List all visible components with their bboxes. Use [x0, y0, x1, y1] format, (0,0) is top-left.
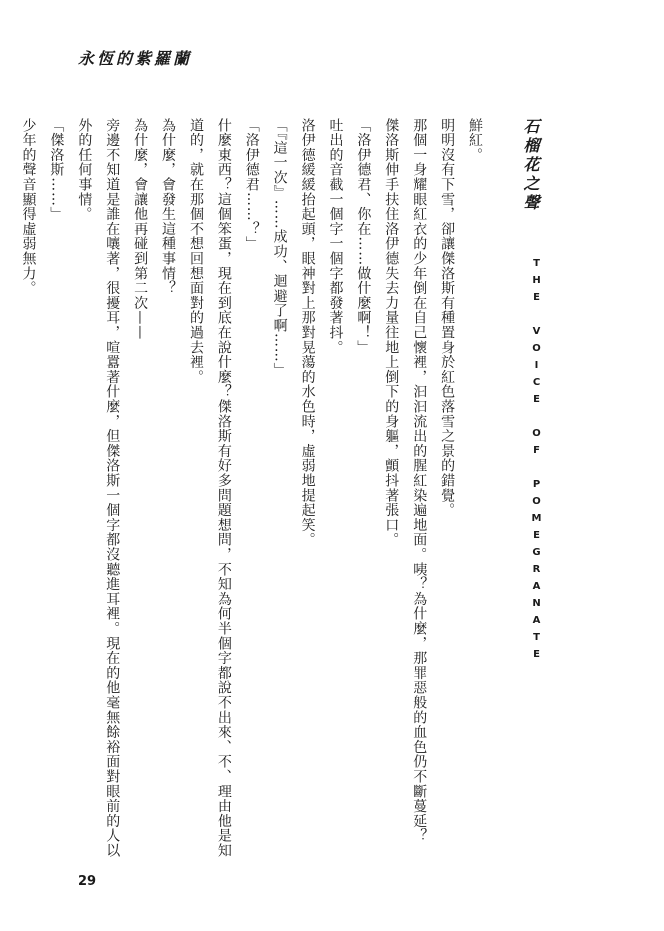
paragraph: 吐出的音截一個字一個字都發著抖。 [327, 118, 344, 355]
paragraph: 為什麼，會讓他再碰到第二次—— [132, 118, 149, 340]
paragraph: 少年的聲音顯得虛弱無力。 [20, 118, 37, 296]
paragraph: 洛伊德緩緩抬起頭，眼神對上那對晃蕩的水色時，虛弱地提起笑。 [299, 118, 316, 548]
paragraph: 「『這一次』……成功、迴避了啊……」 [271, 118, 288, 378]
paragraph: 明明沒有下雪，卻讓傑洛斯有種置身於紅色落雪之景的錯覺。 [439, 118, 456, 518]
body-text [20, 118, 488, 858]
chapter-title: 石榴花之聲 [521, 118, 540, 213]
paragraph: 什麼東西？這個笨蛋，現在到底在說什麼？傑洛斯有好多問題想問，不知為何半個字都說不出來、不、理由他是知道的，就在那個不想回想面對的過去裡。 [187, 118, 232, 858]
paragraph: 「洛伊德君、你在……做什麼啊！」 [355, 118, 372, 355]
chapter-subtitle: THE VOICE OF POMEGRANATE [531, 258, 542, 666]
paragraph: 旁邊不知道是誰在嚷著，很擾耳，喧囂著什麼，但傑洛斯一個字都沒聽進耳裡。現在的他毫無餘裕面對眼前的人以外的任何事情。 [76, 118, 121, 858]
book-title: 永恆的紫羅蘭 [78, 49, 193, 68]
paragraph: 為什麼，會發生這種事情？ [160, 118, 177, 296]
paragraph: 「洛伊德君……？」 [243, 118, 260, 252]
paragraph: 那個一身耀眼紅衣的少年倒在自己懷裡，汩汩流出的腥紅染遍地面。咦？為什麼，那罪惡般的血色仍不斷蔓延？ [411, 118, 428, 844]
page-number: 29 [78, 874, 97, 889]
paragraph: 「傑洛斯……」 [48, 118, 65, 222]
paragraph: 傑洛斯伸手扶住洛伊德失去力量往地上倒下的身軀，顫抖著張口。 [383, 118, 400, 548]
paragraph: 鮮紅。 [467, 118, 483, 163]
